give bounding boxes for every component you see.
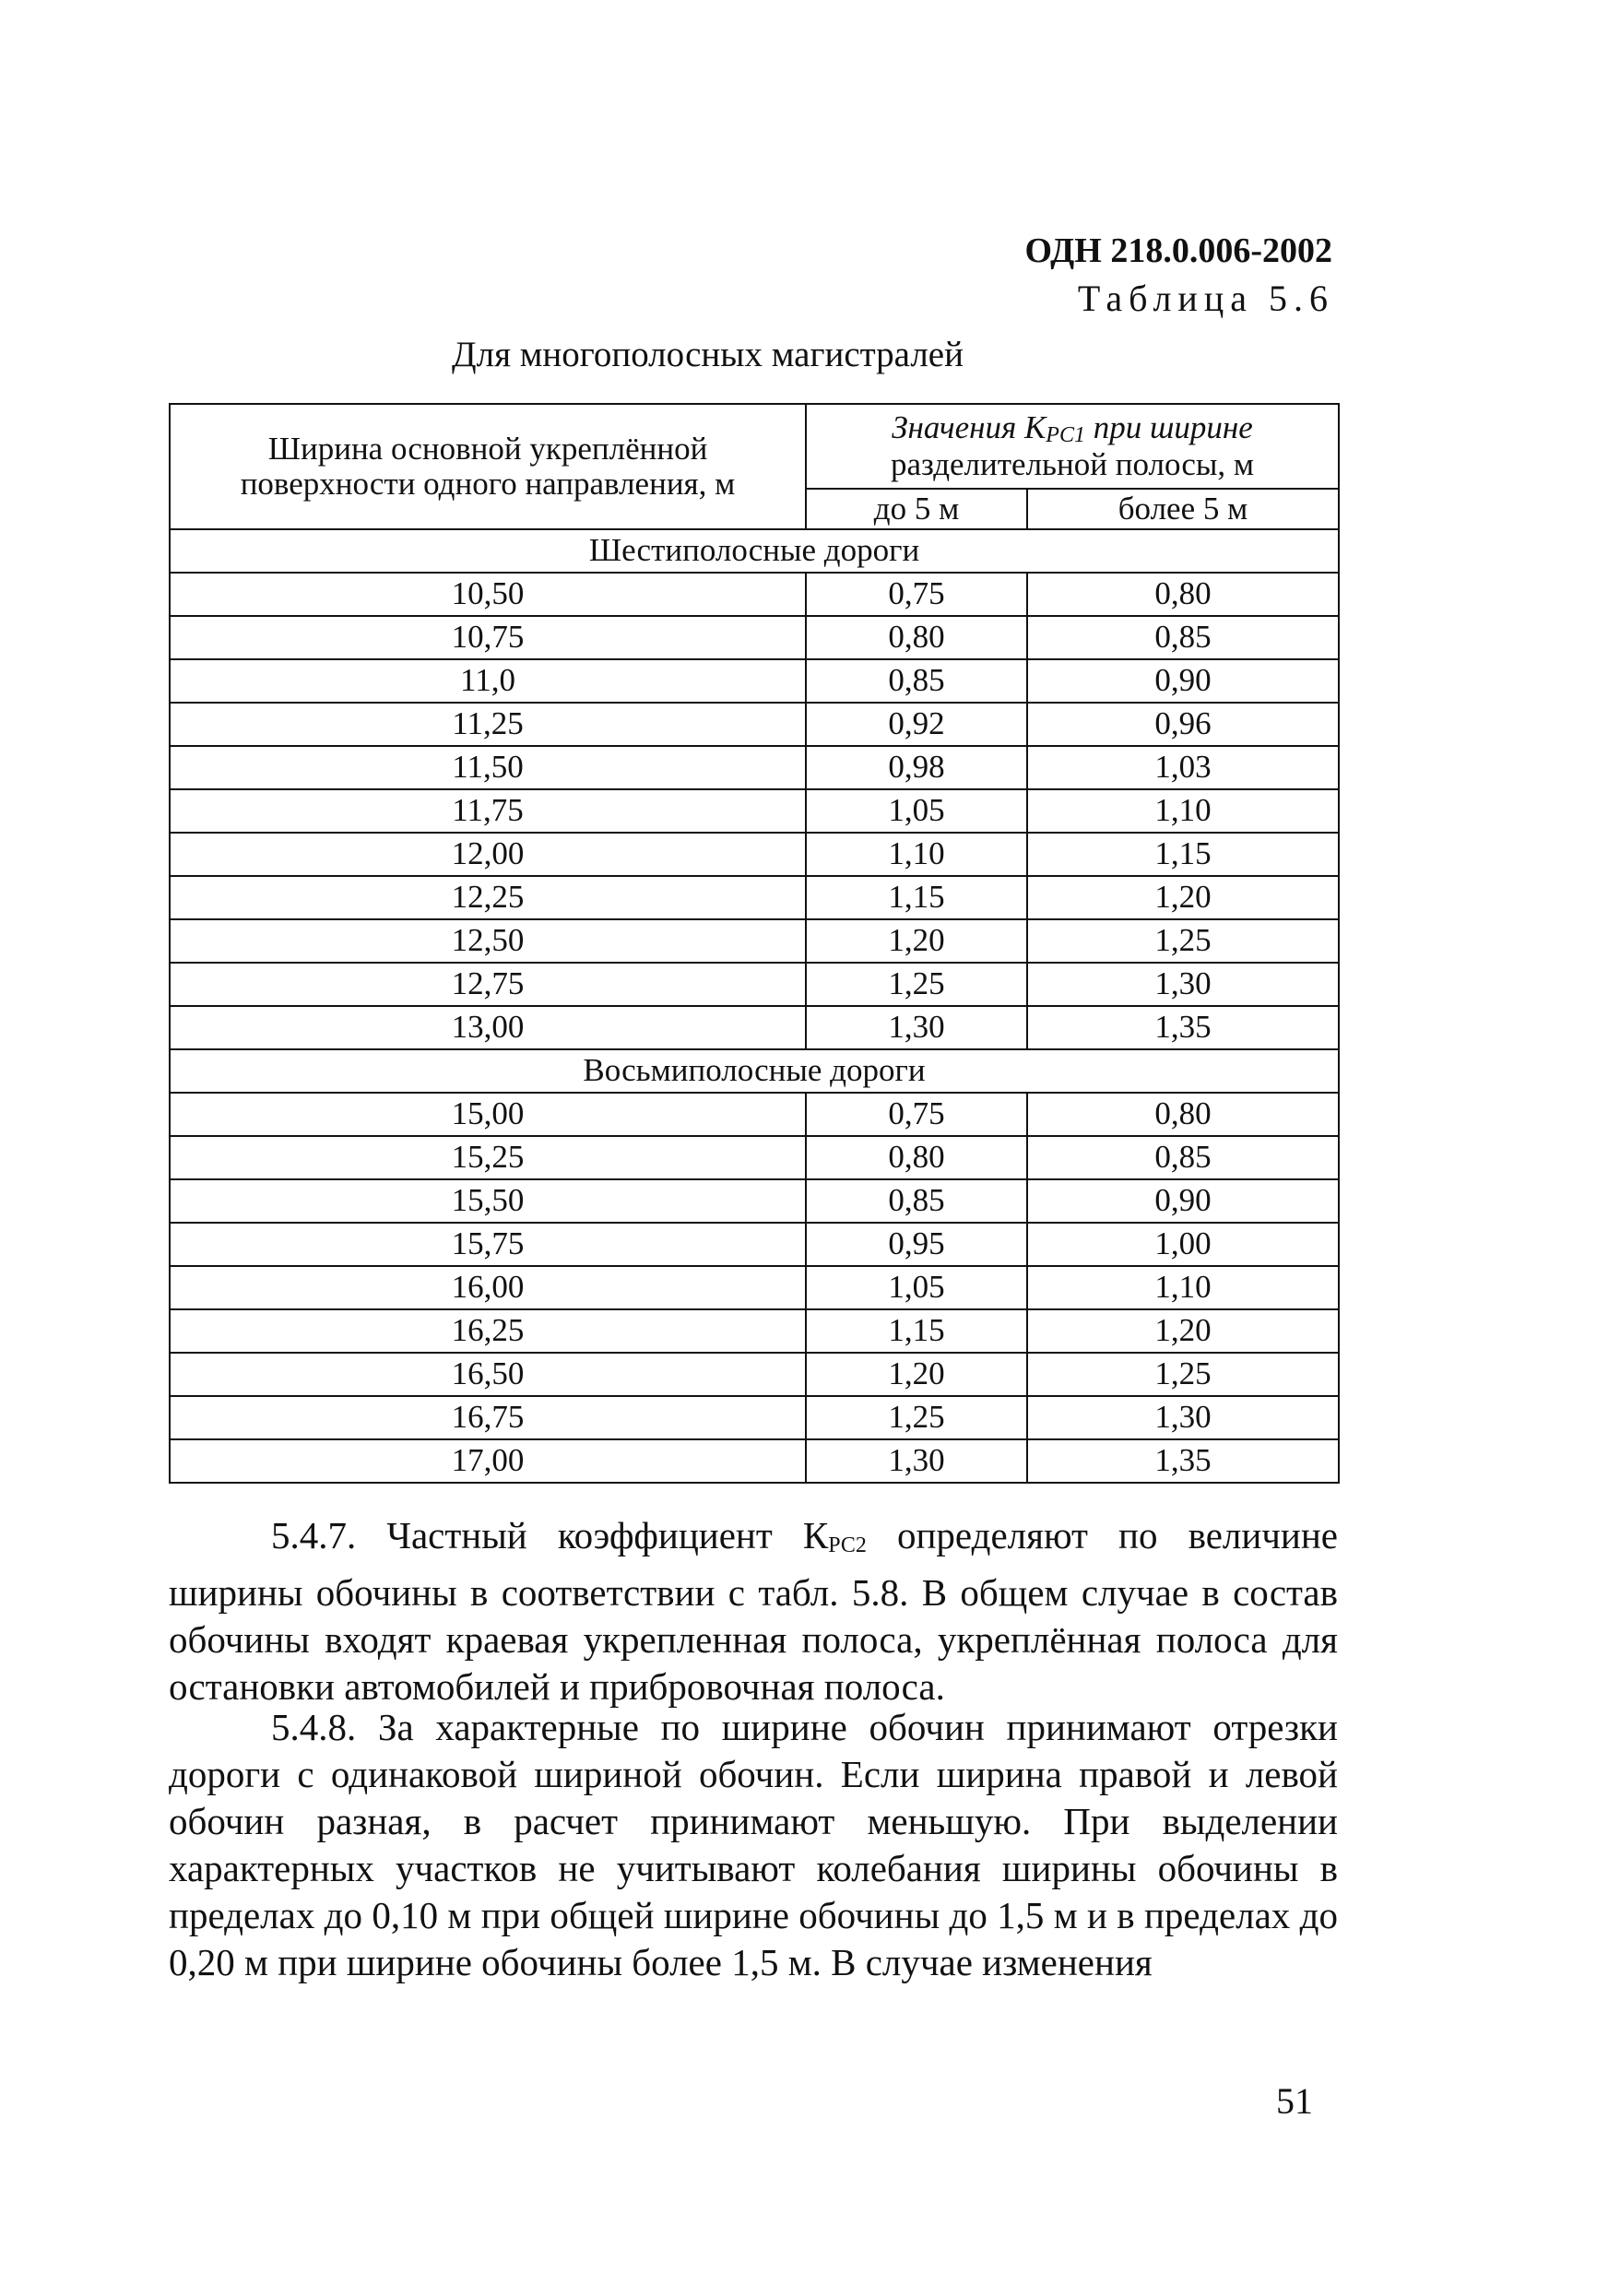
coef-over-5m-cell: 0,90 — [1027, 659, 1339, 703]
coef-up-to-5m-cell: 1,25 — [806, 1396, 1027, 1439]
width-cell: 15,00 — [170, 1093, 806, 1136]
table-row — [170, 963, 1339, 1006]
coef-over-5m-cell: 1,20 — [1027, 876, 1339, 919]
coef-header-suffix: при ширине — [1084, 408, 1253, 445]
coef-up-to-5m-cell: 1,10 — [806, 833, 1027, 876]
coef-over-5m-cell: 0,85 — [1027, 1136, 1339, 1179]
coef-up-to-5m-cell: 0,80 — [806, 1136, 1027, 1179]
width-cell: 11,75 — [170, 789, 806, 833]
width-column-header: Ширина основной укреплённой поверхности одного направления, м — [170, 404, 806, 529]
width-cell: 12,25 — [170, 876, 806, 919]
coef-over-5m-cell: 1,03 — [1027, 746, 1339, 789]
coef-up-to-5m-cell: 1,15 — [806, 876, 1027, 919]
width-cell: 12,00 — [170, 833, 806, 876]
section-title: Восьмиполосные дороги — [170, 1049, 1339, 1093]
coef-over-5m-cell: 1,30 — [1027, 1396, 1339, 1439]
p1-start: 5.4.7. Частный коэффициент К — [271, 1514, 829, 1556]
coef-up-to-5m-cell: 0,85 — [806, 1179, 1027, 1223]
coef-over-5m-cell: 1,00 — [1027, 1223, 1339, 1266]
width-cell: 12,50 — [170, 919, 806, 963]
width-cell: 16,25 — [170, 1309, 806, 1353]
coef-header-prefix: Значения К — [892, 408, 1046, 445]
table-row — [170, 876, 1339, 919]
coef-up-to-5m-cell: 1,30 — [806, 1439, 1027, 1483]
coef-over-5m-cell: 1,15 — [1027, 833, 1339, 876]
coef-header-subscript: РС1 — [1046, 422, 1085, 447]
coef-header-line2: разделительной полосы, м — [890, 445, 1255, 482]
coef-over-5m-cell: 1,25 — [1027, 1353, 1339, 1396]
width-cell: 11,0 — [170, 659, 806, 703]
coef-up-to-5m-cell: 1,25 — [806, 963, 1027, 1006]
coef-over-5m-cell: 0,90 — [1027, 1179, 1339, 1223]
paragraph-5-4-7 — [169, 1512, 1338, 1710]
coef-over-5m-cell: 0,85 — [1027, 616, 1339, 659]
table-body — [170, 529, 1339, 1483]
coef-up-to-5m-cell: 1,05 — [806, 789, 1027, 833]
table-row — [170, 833, 1339, 876]
table-title: Для многополосных магистралей — [452, 335, 964, 374]
width-cell: 13,00 — [170, 1006, 806, 1049]
table-row — [170, 1439, 1339, 1483]
width-cell: 11,25 — [170, 703, 806, 746]
width-cell: 12,75 — [170, 963, 806, 1006]
coef-up-to-5m-cell: 0,98 — [806, 746, 1027, 789]
table-row — [170, 746, 1339, 789]
width-cell: 15,50 — [170, 1179, 806, 1223]
paragraph-5-4-8: 5.4.8. За характерные по ширине обочин принимают отрезки дороги с одинаковой шириной обочин. Если ширина правой и левой обочин разная, в расчет принимают меньшую. При выделении характерных участков не учитывают колебания ширины обочины в пределах до 0,10 м при общей ширине обочины до 1,5 м и в пределах до 0,20 м при ширине обочины более 1,5 м. В случае изменения — [169, 1706, 1338, 1983]
width-cell: 11,50 — [170, 746, 806, 789]
coef-over-5m-cell: 1,20 — [1027, 1309, 1339, 1353]
p1-rest: определяют по величине ширины обочины в соответствии с табл. 5.8. В общем случае в состав обочины входят краевая укрепленная полоса, укреплённая полоса для остановки автомобилей и прибровочная полоса. — [169, 1514, 1339, 1708]
coef-over-5m-cell: 1,10 — [1027, 789, 1339, 833]
coef-over-5m-cell: 1,25 — [1027, 919, 1339, 963]
coef-up-to-5m-cell: 0,92 — [806, 703, 1027, 746]
width-cell: 16,75 — [170, 1396, 806, 1439]
table-row — [170, 703, 1339, 746]
table-row — [170, 573, 1339, 616]
table-row — [170, 616, 1339, 659]
table-label: Таблица 5.6 — [1077, 278, 1334, 319]
coef-over-5m-cell: 1,35 — [1027, 1006, 1339, 1049]
coefficient-table — [169, 403, 1340, 1484]
table-row — [170, 1309, 1339, 1353]
coef-up-to-5m-cell: 1,20 — [806, 919, 1027, 963]
table-row — [170, 1093, 1339, 1136]
table-row — [170, 1179, 1339, 1223]
section-row — [170, 529, 1339, 573]
coef-up-to-5m-cell: 0,80 — [806, 616, 1027, 659]
table-row — [170, 659, 1339, 703]
section-title: Шестиполосные дороги — [170, 529, 1339, 573]
table-row — [170, 1266, 1339, 1309]
document-code: ОДН 218.0.006-2002 — [1024, 231, 1332, 270]
p1-subscript: РС2 — [828, 1533, 867, 1557]
table-row — [170, 919, 1339, 963]
coef-up-to-5m-cell: 1,15 — [806, 1309, 1027, 1353]
width-cell: 15,25 — [170, 1136, 806, 1179]
coef-over-5m-cell: 1,30 — [1027, 963, 1339, 1006]
coef-up-to-5m-cell: 0,75 — [806, 573, 1027, 616]
coef-up-to-5m-cell: 1,20 — [806, 1353, 1027, 1396]
width-cell: 15,75 — [170, 1223, 806, 1266]
width-cell: 17,00 — [170, 1439, 806, 1483]
width-cell: 16,00 — [170, 1266, 806, 1309]
section-row — [170, 1049, 1339, 1093]
page-number: 51 — [1276, 2080, 1313, 2122]
coef-over-5m-cell: 0,80 — [1027, 1093, 1339, 1136]
coef-up-to-5m-cell: 0,85 — [806, 659, 1027, 703]
width-cell: 16,50 — [170, 1353, 806, 1396]
coef-up-to-5m-cell: 1,05 — [806, 1266, 1027, 1309]
subheader-over-5m: более 5 м — [1027, 489, 1339, 529]
width-cell: 10,50 — [170, 573, 806, 616]
coef-over-5m-cell: 0,96 — [1027, 703, 1339, 746]
table-row — [170, 1136, 1339, 1179]
coef-up-to-5m-cell: 0,75 — [806, 1093, 1027, 1136]
coef-over-5m-cell: 1,35 — [1027, 1439, 1339, 1483]
table-row — [170, 1396, 1339, 1439]
coef-over-5m-cell: 1,10 — [1027, 1266, 1339, 1309]
table-row — [170, 1006, 1339, 1049]
coefficient-column-header — [806, 404, 1339, 489]
subheader-up-to-5m: до 5 м — [806, 489, 1027, 529]
coef-up-to-5m-cell: 1,30 — [806, 1006, 1027, 1049]
coef-over-5m-cell: 0,80 — [1027, 573, 1339, 616]
table-row — [170, 789, 1339, 833]
table-row — [170, 1353, 1339, 1396]
table-row — [170, 1223, 1339, 1266]
coef-up-to-5m-cell: 0,95 — [806, 1223, 1027, 1266]
width-cell: 10,75 — [170, 616, 806, 659]
